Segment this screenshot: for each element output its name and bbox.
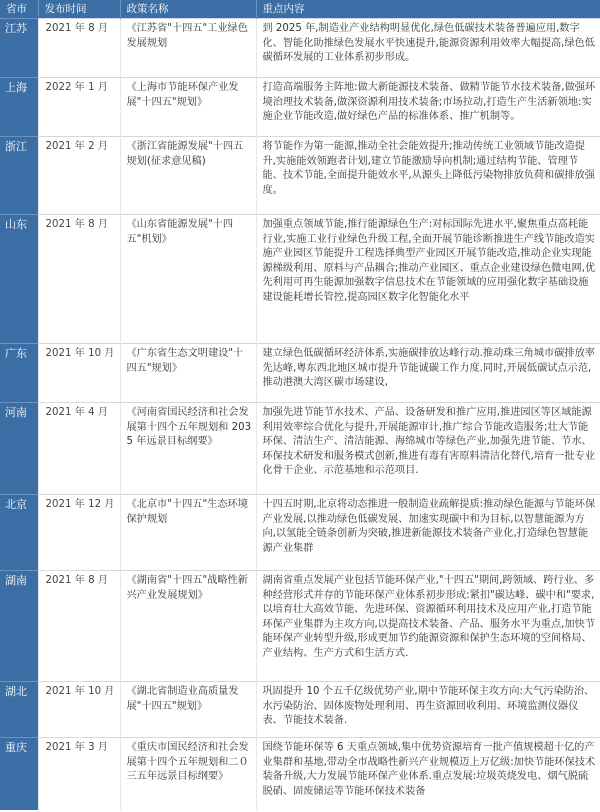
table-row: [0, 495, 600, 571]
date-cell: 2021 年 10 月: [38, 344, 120, 403]
date-cell: 2021 年 3 月: [38, 738, 120, 810]
table-row: [0, 215, 600, 344]
content-cell: 加强先进节能节水技术、产品、设备研发和推广应用,推进园区等区域能源利用效率综合优化与提升,开展能源审计,推广综合节能改造服务;壮大节能环保、清洁生产、清洁能源、海绵城市等绿色产业,加强先进节能、节水、环保技术研发和服务模式创新,推进有毒有害原料清洁化替代,培育一批专业化骨干企业、示范基地和示范项目.: [256, 403, 600, 495]
table-row: [0, 403, 600, 495]
date-cell: 2021 年 8 月: [38, 215, 120, 344]
content-cell: 十四五时期,北京将动态推进一般制造业疏解提质:推动绿色能源与节能环保产业发展,以推动绿色低碳发展、加速实现碳中和为目标,以智慧能源为方向,以氢能全链条创新为突破,推进新能源技术装备产业化,打造绿色智慧能源产业集群: [256, 495, 600, 571]
policy-cell: 《浙江省能源发展"十四五规划(征求意见稿): [120, 137, 256, 215]
date-cell: 2021 年 2 月: [38, 137, 120, 215]
policy-cell: 《重庆市国民经济和社会发展第十四个五年规划和二０三五年远景目标纲要》: [120, 738, 256, 810]
policy-cell: 《湖南省"十四五"战略性新兴产业发展规划》: [120, 571, 256, 682]
content-cell: 巩固提升 10 个五千亿级优势产业,期中节能环保主攻方向:大气污染防治、水污染防治、固体废物处理利用、再生资源回收利用、环境监测仪器仪表、节能技术装备.: [256, 682, 600, 738]
policy-cell: 《上海市节能环保产业发展"十四五"规划》: [120, 78, 256, 137]
content-cell: 加强重点领域节能,推行能源绿色生产:对标国际先进水平,聚焦重点高耗能行业,实施工业行业绿色升级工程,全面开展节能诊断推进生产线节能改造实施产业园区节能提升工程选择典型产业园区开展节能改造,推动企业实现能源梯级利用、原料与产品耦合;推动产业园区、重点企业建设绿色微电网,优先利用可再生能源加强数字信息技术在节能领域的应用强化数字基础设施建设能耗增长管控,提高园区数字化智能化水平: [256, 215, 600, 344]
policy-cell: 《山东省能源发展"十四五"机划》: [120, 215, 256, 344]
content-cell: 湖南省重点发展产业包括节能环保产业,"十四五"期间,跨领域、跨行业、多种经营形式并存的节能环保产业体系初步形成:紧扣"碳达峰、碳中和"要求,以培育壮大高效节能、先进环保、资源循环利用技术及应用产业,打造节能环保产业集群为主攻方向,以提高技术装备、产品、服务水平为重点,加快节能环保产业转型升级,形成更加节约能源资源和保护生态环境的空间格局、产业结构、生产方式和生活方式.: [256, 571, 600, 682]
province-cell: 江苏: [0, 19, 38, 78]
content-cell: 国绕节能环保等 6 天重点领域,集中优势资源培育一批产值规模超十亿的产业集群和基地,带动全市战略性新兴产业规模迈上万亿级:加快节能环保技术装备升级,大力发展节能环保产业体系.重点发展:垃圾英烧发电、烟气脱硫脱硝、固废储运等节能环保技术装备: [256, 738, 600, 810]
date-cell: 2021 年 10 月: [38, 682, 120, 738]
date-cell: 2021 年 8 月: [38, 19, 120, 78]
table-row: [0, 344, 600, 403]
header-policy: 政策名称: [120, 0, 256, 19]
header-province: 省市: [0, 0, 38, 19]
table-row: [0, 571, 600, 682]
date-cell: 2021 年 12 月: [38, 495, 120, 571]
header-row: [0, 0, 600, 19]
content-cell: 打造高端服务主阵地:做大新能源技术装备、做精节能节水技术装备,做强环境治理技术装备,做深资源利用技术装备;市场拉动,打造生产生活新领地:实施企业节能改造,做好绿色产品的标准体系、推广机制等。: [256, 78, 600, 137]
policy-cell: 《江苏省"十四五"工业绿色发展规划: [120, 19, 256, 78]
province-cell: 湖南: [0, 571, 38, 682]
table-row: [0, 19, 600, 78]
table-row: [0, 137, 600, 215]
province-cell: 浙江: [0, 137, 38, 215]
province-cell: 北京: [0, 495, 38, 571]
date-cell: 2021 年 4 月: [38, 403, 120, 495]
province-cell: 山东: [0, 215, 38, 344]
policy-cell: 《广东省生态文明建设"十四五"规划》: [120, 344, 256, 403]
date-cell: 2022 年 1 月: [38, 78, 120, 137]
table-row: [0, 738, 600, 810]
content-cell: 建立绿色低碳循环经济体系,实施碳排放达峰行动.推动珠三角城市碳排放率先达峰,粤东西北地区城市提升节能诚碳工作力度.同时,开展低碳试点示范,推动港澳大湾区碳市场建设,: [256, 344, 600, 403]
policy-cell: 《北京市"十四五"生态环境保护规划: [120, 495, 256, 571]
province-cell: 重庆: [0, 738, 38, 810]
policy-cell: 《湖北省制造业高质量发展"十四五"规划》: [120, 682, 256, 738]
table-row: [0, 682, 600, 738]
province-cell: 湖北: [0, 682, 38, 738]
content-cell: 将节能作为第一能源,推动全社会能效提升;推动传统工业领域节能改造提升,实施能效领跑者计划,建立节能激励导向机制;通过结构节能、管理节能、技术节能,全面提升能效水平,从源头上降低污染物排放负荷和碳排放强度。: [256, 137, 600, 215]
header-content: 重点内容: [256, 0, 600, 19]
content-cell: 到 2025 年,制造业产业结构明显优化,绿色低碳技术装备普遍应用,数字化、智能化助推绿色发展水平快速提升,能源资源利用效率大幅提高,绿色低碳循环发展的工业体系初步形成。: [256, 19, 600, 78]
header-date: 发布时间: [38, 0, 120, 19]
policy-cell: 《河南省国民经济和社会发展第十四个五年规划和 2035 年远景目标纲要》: [120, 403, 256, 495]
province-cell: 广东: [0, 344, 38, 403]
province-cell: 河南: [0, 403, 38, 495]
province-cell: 上海: [0, 78, 38, 137]
date-cell: 2021 年 8 月: [38, 571, 120, 682]
table-row: [0, 78, 600, 137]
